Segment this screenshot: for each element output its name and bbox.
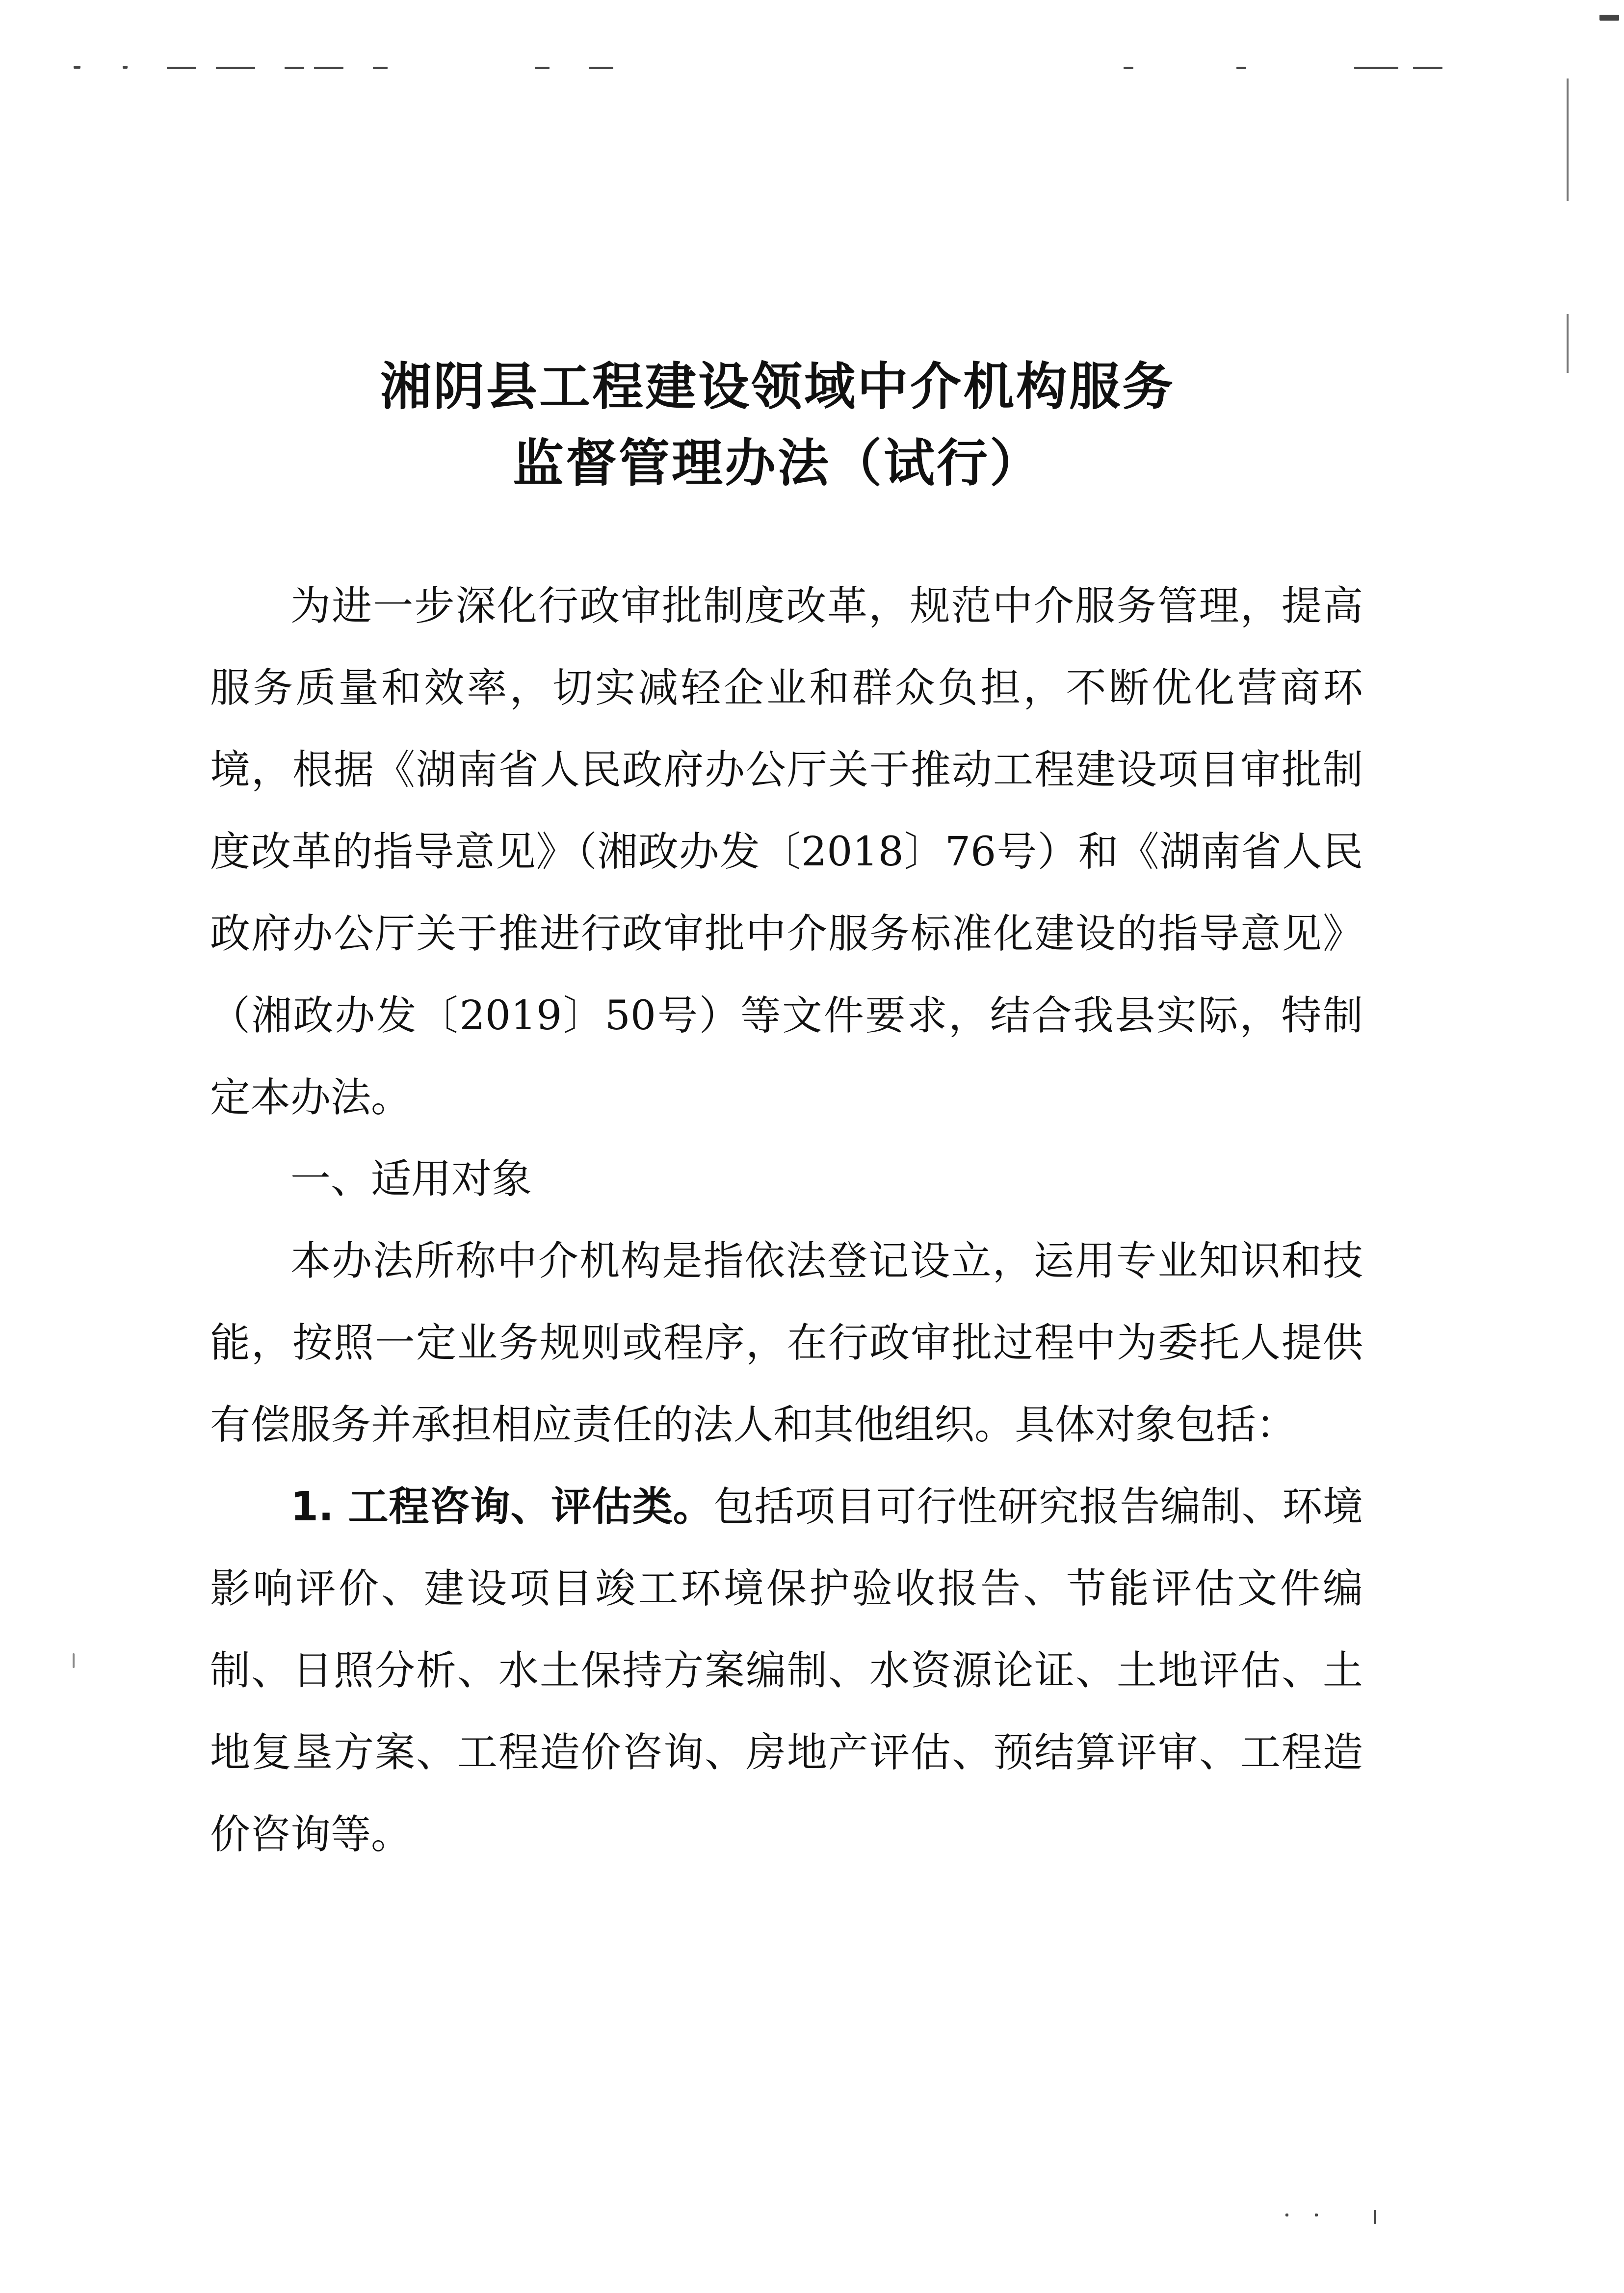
scan-speck bbox=[1354, 67, 1398, 69]
section-1-paragraph: 本办法所称中介机构是指依法登记设立，运用专业知识和技能，按照一定业务规则或程序，在行政审批过程中为委托人提供有偿服务并承担相应责任的法人和其他组织。具体对象包括： bbox=[210, 1238, 1363, 1448]
scan-speck bbox=[1599, 15, 1619, 21]
section-1 bbox=[210, 1138, 1363, 1876]
scan-speck bbox=[1374, 2210, 1376, 2224]
scan-speck bbox=[1315, 2214, 1318, 2216]
scan-speck bbox=[74, 66, 80, 69]
item-1-paragraph bbox=[210, 1466, 1363, 1876]
scan-speck bbox=[1236, 67, 1246, 69]
scan-speck bbox=[373, 67, 388, 69]
scan-speck bbox=[1124, 67, 1133, 69]
scan-speck bbox=[167, 67, 196, 69]
item-1-lead: 1. 工程咨询、评估类。 bbox=[290, 1484, 714, 1530]
scan-speck bbox=[1413, 67, 1442, 69]
scan-speck bbox=[285, 67, 304, 69]
scan-speck bbox=[589, 67, 613, 69]
document-body bbox=[210, 565, 1363, 1139]
scan-speck bbox=[123, 66, 128, 69]
document-title-line-2: 监督管理办法（试行） bbox=[512, 433, 1043, 493]
section-1-heading: 一、适用对象 bbox=[290, 1156, 532, 1202]
scan-speck bbox=[216, 67, 255, 69]
intro-paragraph: 为进一步深化行政审批制度改革，规范中介服务管理，提高服务质量和效率，切实减轻企业和群众负担，不断优化营商环境，根据《湖南省人民政府办公厅关于推动工程建设项目审批制度改革的指导意见》（湘政办发〔2018〕76号）和《湖南省人民政府办公厅关于推进行政审批中介服务标准化建设的指导意见》（湘政办发〔2019〕50号）等文件要求，结合我县实际，特制定本办法。 bbox=[210, 583, 1363, 1121]
scan-speck bbox=[314, 67, 343, 69]
scan-speck bbox=[535, 67, 550, 69]
scan-speck bbox=[1285, 2214, 1288, 2216]
document-title-line-1: 湘阴县工程建设领域中介机构服务 bbox=[380, 357, 1175, 417]
item-1-text: 包括项目可行性研究报告编制、环境影响评价、建设项目竣工环境保护验收报告、节能评估文件编制、日照分析、水土保持方案编制、水资源论证、土地评估、土地复垦方案、工程造价咨询、房地产评估、预结算评审、工程造价咨询等。 bbox=[210, 1484, 1363, 1858]
scan-speck bbox=[73, 1653, 75, 1668]
scan-edge-line bbox=[1567, 78, 1569, 201]
